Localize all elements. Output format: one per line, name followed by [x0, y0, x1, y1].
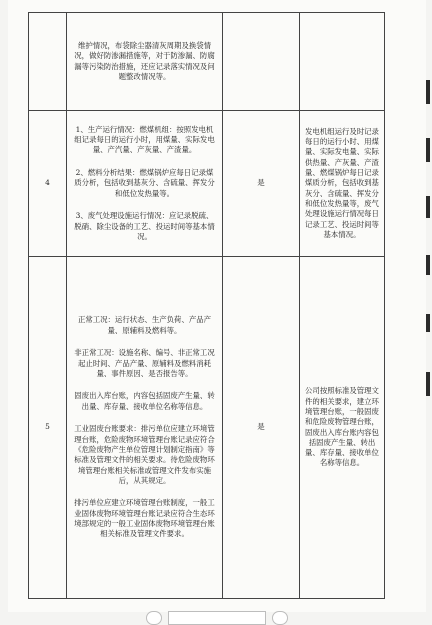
requirement-paragraph: 1、生产运行情况：燃煤机组：按照发电机组记录每日的运行小时，用煤量、实际发电量、产汽量、产灰量、产渣量。 [74, 124, 215, 155]
table-row [29, 13, 385, 111]
status-cell: 发电机组运行及时记录每日的运行小时、用煤量、实际发电量、实际供热量、产灰量、产渣量、燃煤锅炉每日记录煤质分析，包括收到基灰分、含硫量、挥发分和低位发热量等，废气处理设施运行情况每日记录工艺、投运时间等基本情况。 [300, 111, 385, 257]
requirement-cell [67, 111, 223, 257]
requirement-paragraph: 正常工况：运行状态、生产负荷、产品产量、原辅料及燃料等。 [77, 315, 212, 335]
requirement-paragraph: 固废出入库台账，内容包括固废产生量、转出量、库存量、接收单位名称等信息。 [74, 391, 215, 411]
requirement-paragraph: 排污单位应建立环境管理台账制度，一般工业固体废物环境管理台账记录应符合生态环境部规定的一般工业固体废物环境管理台账相关标准及管理文件要求。 [74, 498, 215, 539]
requirement-cell [67, 257, 223, 599]
requirement-paragraph: 非正常工况：设施名称、编号、非正常工况起止时间、产品产量、原辅料及燃料消耗量、事件原因、是否报告等。 [74, 348, 215, 378]
edge-mark [426, 255, 430, 275]
compliance-cell [223, 13, 300, 111]
edge-mark [426, 314, 430, 332]
edge-mark [426, 372, 430, 396]
number-cell [29, 13, 67, 111]
compliance-cell: 是 [223, 111, 300, 257]
requirement-paragraph: 3、废气处理设施运行情况：应记录脱硫、脱硝、除尘设备的工艺、投运时间等基本情况。 [74, 211, 215, 241]
compliance-cell: 是 [223, 257, 300, 599]
status-cell [300, 13, 385, 111]
edge-mark [426, 138, 430, 162]
edge-mark [426, 196, 430, 218]
requirement-paragraph: 工业固废台账要求：排污单位应建立环境管理台账，危险废物环境管理台账记录应符合《危险废物产生单位管理计划制定指南》等标准及管理文件的相关要求。待危险废物环境管理台账相关标准或管理文件发布实施后，从其规定。 [74, 424, 215, 485]
table-row [29, 111, 385, 257]
status-cell: 公司按照标准及管理文件的相关要求，建立环境管理台账，一般固废和危险废物管理台账，固废出入库台账内容包括固废产生量、转出量、库存量、接收单位名称等信息。 [300, 257, 385, 599]
number-cell: 4 [29, 111, 67, 257]
number-cell: 5 [29, 257, 67, 599]
page-navigation [0, 610, 432, 623]
table-row [29, 257, 385, 599]
edge-mark [426, 80, 430, 104]
record-table [28, 12, 385, 599]
requirement-paragraph: 2、燃料分析结果：燃煤锅炉应每日记录煤质分析，包括收到基灰分、含硫量、挥发分和低位发热量等。 [74, 168, 215, 198]
requirement-cell: 维护情况，布袋除尘器清灰周期及换袋情况，做好防渗漏措施等，对于防渗漏、防腐漏等污染防治措施，还应记录落实情况及问题整改情况等。 [67, 13, 223, 111]
